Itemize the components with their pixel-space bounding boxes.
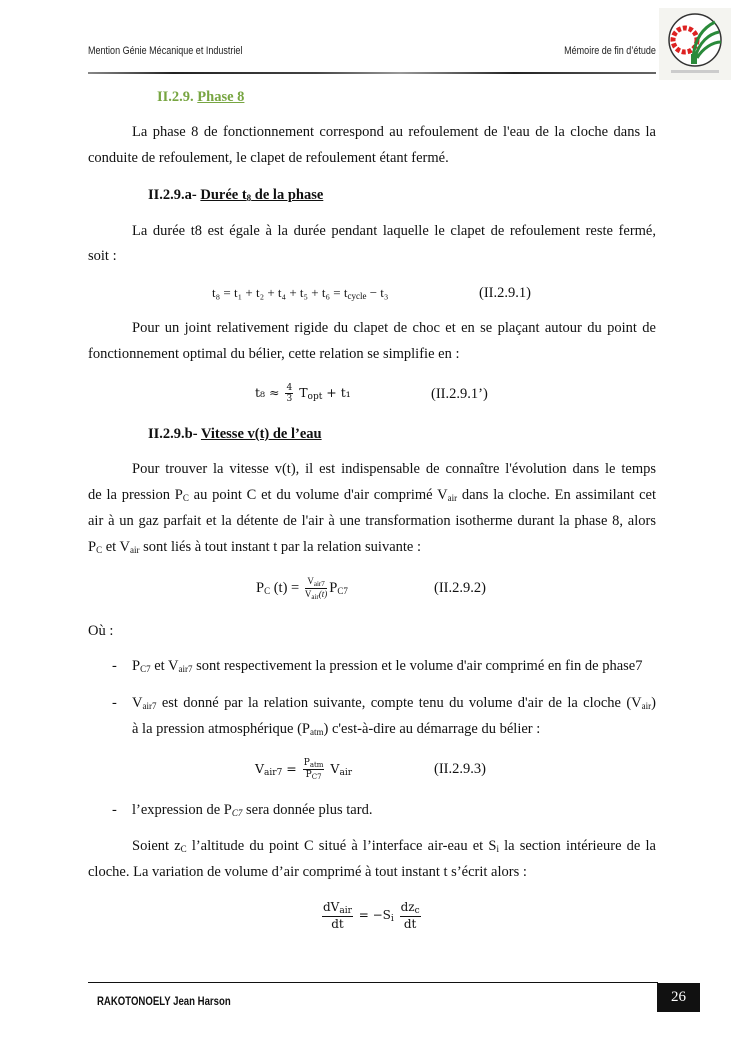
paragraph-line: Pour un joint relativement rigide du clapet de choc et en se plaçant autour du point de <box>132 320 656 336</box>
subsection-number: II.2.9.b- <box>148 426 198 442</box>
subsection-title <box>200 187 323 203</box>
t: ) <box>651 695 656 711</box>
paragraph-line <box>88 539 656 556</box>
t: sera donnée plus tard. <box>242 802 373 818</box>
equation-II-2-9-2 <box>256 576 348 601</box>
eq-sub: C <box>264 585 271 596</box>
eq-text: − t₃ <box>366 285 389 300</box>
t: Soient z <box>132 838 181 854</box>
t: P <box>132 658 141 674</box>
fraction <box>400 900 421 931</box>
numerator <box>322 900 353 917</box>
paragraph-line: air à un gaz parfait et la détente de l'air à une transformation isotherme durant la phase 8, alors <box>88 513 656 529</box>
title-sub: 8 <box>246 193 252 203</box>
equation-number: (II.2.9.3) <box>434 761 486 777</box>
s: air <box>641 701 652 711</box>
header-left: Mention Génie Mécanique et Industriel <box>88 45 243 57</box>
fraction <box>305 576 327 601</box>
fraction <box>285 383 293 404</box>
eq-text: (t) = <box>270 579 300 596</box>
denominator <box>303 770 325 781</box>
bullet-item-line2 <box>132 721 540 738</box>
s: C7 <box>140 664 151 674</box>
s: i <box>390 914 394 924</box>
paragraph-line: conduite de refoulement, le clapet de refoulement étant fermé. <box>88 150 449 166</box>
t: V <box>304 589 312 599</box>
header-divider <box>88 72 656 74</box>
denominator: dt <box>403 917 417 931</box>
eq-text: T <box>299 385 308 400</box>
footer-author: RAKOTONOELY Jean Harson <box>97 994 231 1008</box>
t: et V <box>102 539 131 555</box>
bullet-item <box>132 695 656 712</box>
s: atm <box>309 761 324 769</box>
paragraph-line: La phase 8 de fonctionnement correspond au refoulement de l'eau de la cloche dans la <box>132 124 656 140</box>
t: sont liés à tout instant t par la relation suivante : <box>139 539 422 555</box>
subsection-number: II.2.9.a- <box>148 187 197 203</box>
eq-text: P <box>329 579 338 596</box>
t: à la pression atmosphérique (P <box>132 721 310 737</box>
t: V <box>132 695 143 711</box>
fraction <box>322 900 353 931</box>
s: i <box>496 844 499 854</box>
fraction <box>303 758 325 781</box>
numerator: 4 <box>286 383 293 393</box>
paragraph-line <box>132 838 656 855</box>
eq-text: + t₁ <box>322 385 351 400</box>
title-text: Durée t <box>200 187 247 203</box>
bullet-item <box>132 658 643 675</box>
t: V <box>255 761 265 776</box>
s: air <box>339 906 352 916</box>
t: dV <box>323 900 340 914</box>
s: air <box>311 593 319 601</box>
eq-text: P <box>256 579 265 596</box>
t: = <box>282 761 297 776</box>
s: C <box>180 844 187 854</box>
t: (t) <box>318 589 328 599</box>
numerator <box>305 576 327 589</box>
t: dz <box>400 900 415 914</box>
bullet-dash: - <box>112 802 117 818</box>
title-text: de la phase <box>251 187 324 203</box>
s: air <box>130 545 140 555</box>
t: P <box>303 758 310 768</box>
footer-divider <box>88 982 658 983</box>
denominator: 3 <box>286 394 293 404</box>
t: dans la cloche. En assimilant cet <box>457 487 657 503</box>
t: sont respectivement la pression et le volume d'air comprimé en fin de phase7 <box>192 658 643 674</box>
paragraph-line: La durée t8 est égale à la durée pendant laquelle le clapet de refoulement reste fermé, <box>132 223 656 239</box>
eq-text: t₈ ≈ <box>255 385 280 400</box>
t: au point C et du volume d'air comprimé V <box>188 487 448 503</box>
bullet-dash: - <box>112 695 117 711</box>
s: C <box>182 493 189 503</box>
page-number: 26 <box>657 983 700 1012</box>
subsection-title: Vitesse v(t) de l’eau <box>200 426 322 442</box>
equation-number: (II.2.9.1’) <box>431 386 488 402</box>
school-logo <box>659 8 731 80</box>
s: C <box>96 545 103 555</box>
section-heading <box>157 89 244 106</box>
t: P <box>88 539 97 555</box>
header-right: Mémoire de fin d’étude <box>564 45 656 57</box>
s: C7 <box>311 773 322 781</box>
t: P <box>305 770 312 780</box>
subsection-heading-a <box>148 187 323 204</box>
t: V <box>330 761 340 776</box>
t: de la pression P <box>88 487 183 503</box>
eq-sub: opt <box>307 392 323 402</box>
equation-number: (II.2.9.2) <box>434 580 486 596</box>
t: l’expression de P <box>132 802 232 818</box>
paragraph-line: Pour trouver la vitesse v(t), il est indispensable de connaître l'évolution dans le temps <box>132 461 656 477</box>
equation-number: (II.2.9.1) <box>479 285 531 301</box>
s: air7 <box>142 701 157 711</box>
numerator <box>303 758 325 770</box>
t: ) c'est-à-dire au démarrage du bélier : <box>323 721 541 737</box>
paragraph-line: soit : <box>88 248 117 264</box>
s: atm <box>310 727 324 737</box>
denominator: dt <box>331 917 344 931</box>
s: air7 <box>313 580 325 588</box>
s: air <box>339 768 352 778</box>
paragraph-line: cloche. La variation de volume d’air comprimé à tout instant t s’écrit alors : <box>88 864 527 880</box>
paragraph-line: fonctionnement optimal du bélier, cette relation se simplifie en : <box>88 346 460 362</box>
section-number: II.2.9. <box>157 89 194 105</box>
eq-sub: cycle <box>347 291 367 301</box>
section-title: Phase 8 <box>197 89 245 105</box>
s: air7 <box>264 768 283 778</box>
s: C7 <box>231 808 243 818</box>
t: V <box>307 576 314 586</box>
equation-volume-variation <box>320 900 423 931</box>
t: l’altitude du point C situé à l’interface air-eau et S <box>186 838 497 854</box>
bullet-dash: - <box>112 658 117 674</box>
s: air <box>447 493 458 503</box>
ou-label: Où : <box>88 623 114 639</box>
paragraph-line <box>88 487 656 504</box>
eq-text: t₈ = t₁ + t₂ + t₄ + t₅ + t₆ = t <box>212 285 348 300</box>
s: air7 <box>178 664 193 674</box>
subsection-heading-b <box>148 426 322 443</box>
bullet-item <box>132 802 372 819</box>
t: = −S <box>354 908 391 922</box>
t: la section intérieure de la <box>498 838 656 854</box>
equation-II-2-9-3 <box>255 758 352 781</box>
denominator <box>305 589 327 601</box>
equation-II-2-9-1-prime <box>255 383 351 404</box>
eq-sub: C7 <box>337 585 348 596</box>
t: est donné par la relation suivante, compte tenu du volume d'air de la cloche (V <box>156 695 642 711</box>
equation-II-2-9-1 <box>212 285 388 301</box>
s: c <box>414 906 420 916</box>
t: et V <box>150 658 179 674</box>
numerator <box>400 900 421 917</box>
